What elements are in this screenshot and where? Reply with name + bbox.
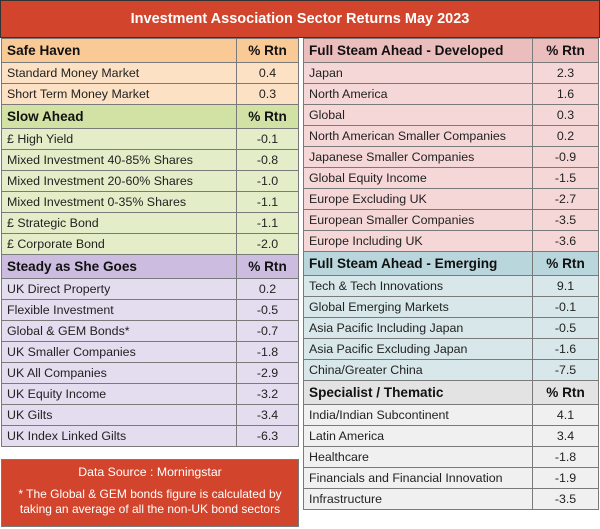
table-row (304, 426, 599, 447)
table-row (304, 405, 599, 426)
specialist-thematic-header (304, 381, 599, 405)
table-row (304, 231, 599, 252)
full-steam-emerging-heading: Full Steam Ahead - Emerging (304, 252, 533, 276)
full-steam-emerging-header (304, 252, 599, 276)
sector-return: -3.2 (237, 384, 299, 405)
sector-name: UK Direct Property (2, 279, 237, 300)
sector-name: Europe Excluding UK (304, 189, 533, 210)
sector-return: 3.4 (533, 426, 599, 447)
table-row (2, 279, 299, 300)
sector-name: UK Index Linked Gilts (2, 426, 237, 447)
specialist-thematic-rtn-label: % Rtn (533, 381, 599, 405)
table-row (2, 63, 299, 84)
table-row (2, 192, 299, 213)
sector-name: £ Strategic Bond (2, 213, 237, 234)
left-table (1, 38, 299, 447)
table-row (2, 384, 299, 405)
table-row (2, 234, 299, 255)
table-row (304, 189, 599, 210)
full-steam-emerging-rtn-label: % Rtn (533, 252, 599, 276)
table-row (2, 363, 299, 384)
table-row (2, 150, 299, 171)
table-row (304, 489, 599, 510)
sector-name: Mixed Investment 0-35% Shares (2, 192, 237, 213)
sector-name: Mixed Investment 20-60% Shares (2, 171, 237, 192)
sector-return: -1.1 (237, 192, 299, 213)
sector-name: £ Corporate Bond (2, 234, 237, 255)
safe-haven-rtn-label: % Rtn (237, 39, 299, 63)
data-source: Data Source : Morningstar (78, 465, 222, 479)
sector-return: -7.5 (533, 360, 599, 381)
sector-return: -1.1 (237, 213, 299, 234)
sector-return: -0.7 (237, 321, 299, 342)
sector-name: Global Emerging Markets (304, 297, 533, 318)
source-note (1, 459, 299, 527)
table-row (304, 210, 599, 231)
sector-return: 9.1 (533, 276, 599, 297)
sector-name: Latin America (304, 426, 533, 447)
sector-return: -3.4 (237, 405, 299, 426)
sector-name: North American Smaller Companies (304, 126, 533, 147)
sector-name: UK Gilts (2, 405, 237, 426)
sector-name: European Smaller Companies (304, 210, 533, 231)
sector-return: -1.9 (533, 468, 599, 489)
full-steam-developed-rtn-label: % Rtn (533, 39, 599, 63)
steady-as-she-goes-header (2, 255, 299, 279)
sector-return: 2.3 (533, 63, 599, 84)
sector-return: -3.5 (533, 210, 599, 231)
right-table (303, 38, 599, 510)
sector-name: UK All Companies (2, 363, 237, 384)
sector-name: Asia Pacific Excluding Japan (304, 339, 533, 360)
table-row (304, 468, 599, 489)
sector-name: Europe Including UK (304, 231, 533, 252)
sector-name: China/Greater China (304, 360, 533, 381)
table-row (2, 405, 299, 426)
table-row (304, 339, 599, 360)
table-row (304, 105, 599, 126)
sector-name: Global (304, 105, 533, 126)
sector-name: Japanese Smaller Companies (304, 147, 533, 168)
sector-name: Mixed Investment 40-85% Shares (2, 150, 237, 171)
safe-haven-heading: Safe Haven (2, 39, 237, 63)
slow-ahead-rtn-label: % Rtn (237, 105, 299, 129)
sector-return: -2.9 (237, 363, 299, 384)
sector-name: UK Equity Income (2, 384, 237, 405)
left-column (1, 38, 299, 447)
sector-return: -0.5 (237, 300, 299, 321)
table-row (2, 300, 299, 321)
sector-return: -0.5 (533, 318, 599, 339)
sector-return: 0.2 (533, 126, 599, 147)
sector-return: -1.8 (237, 342, 299, 363)
sector-name: Financials and Financial Innovation (304, 468, 533, 489)
sector-return: 0.3 (533, 105, 599, 126)
full-steam-developed-heading: Full Steam Ahead - Developed (304, 39, 533, 63)
sector-name: Short Term Money Market (2, 84, 237, 105)
sector-name: Infrastructure (304, 489, 533, 510)
table-row (2, 321, 299, 342)
table-row (304, 360, 599, 381)
table-row (304, 168, 599, 189)
table-row (2, 213, 299, 234)
sector-return: 0.2 (237, 279, 299, 300)
sector-return: -3.5 (533, 489, 599, 510)
footnote: * The Global & GEM bonds figure is calculated by taking an average of all the non-UK bond sectors (18, 487, 282, 516)
sector-return: -1.0 (237, 171, 299, 192)
sector-return: -1.6 (533, 339, 599, 360)
sector-name: Tech & Tech Innovations (304, 276, 533, 297)
sector-name: Japan (304, 63, 533, 84)
table-row (304, 297, 599, 318)
slow-ahead-heading: Slow Ahead (2, 105, 237, 129)
sector-return: -2.7 (533, 189, 599, 210)
sector-name: Healthcare (304, 447, 533, 468)
sector-name: Flexible Investment (2, 300, 237, 321)
sector-return: 1.6 (533, 84, 599, 105)
sector-name: UK Smaller Companies (2, 342, 237, 363)
table-row (304, 63, 599, 84)
specialist-thematic-heading: Specialist / Thematic (304, 381, 533, 405)
sector-return: -1.5 (533, 168, 599, 189)
sector-name: Asia Pacific Including Japan (304, 318, 533, 339)
table-row (304, 84, 599, 105)
steady-as-she-goes-rtn-label: % Rtn (237, 255, 299, 279)
full-steam-developed-header (304, 39, 599, 63)
sector-return: -2.0 (237, 234, 299, 255)
slow-ahead-header (2, 105, 299, 129)
page-title: Investment Association Sector Returns May 2023 (0, 0, 600, 38)
table-row (2, 426, 299, 447)
sector-name: £ High Yield (2, 129, 237, 150)
table-row (304, 147, 599, 168)
safe-haven-header (2, 39, 299, 63)
table-row (304, 447, 599, 468)
table-row (304, 126, 599, 147)
sector-return: 4.1 (533, 405, 599, 426)
sector-return: -0.8 (237, 150, 299, 171)
sector-name: Global Equity Income (304, 168, 533, 189)
table-row (2, 84, 299, 105)
table-row (2, 342, 299, 363)
sector-name: Global & GEM Bonds* (2, 321, 237, 342)
right-column (303, 38, 599, 510)
steady-as-she-goes-heading: Steady as She Goes (2, 255, 237, 279)
sector-name: North America (304, 84, 533, 105)
sector-return: -6.3 (237, 426, 299, 447)
sector-return: -0.1 (533, 297, 599, 318)
sector-return: 0.3 (237, 84, 299, 105)
sector-name: Standard Money Market (2, 63, 237, 84)
sector-return: -0.1 (237, 129, 299, 150)
table-row (304, 276, 599, 297)
sector-name: India/Indian Subcontinent (304, 405, 533, 426)
sector-return: -3.6 (533, 231, 599, 252)
sector-return: -0.9 (533, 147, 599, 168)
table-row (304, 318, 599, 339)
table-row (2, 129, 299, 150)
sector-return: 0.4 (237, 63, 299, 84)
sector-return: -1.8 (533, 447, 599, 468)
table-row (2, 171, 299, 192)
